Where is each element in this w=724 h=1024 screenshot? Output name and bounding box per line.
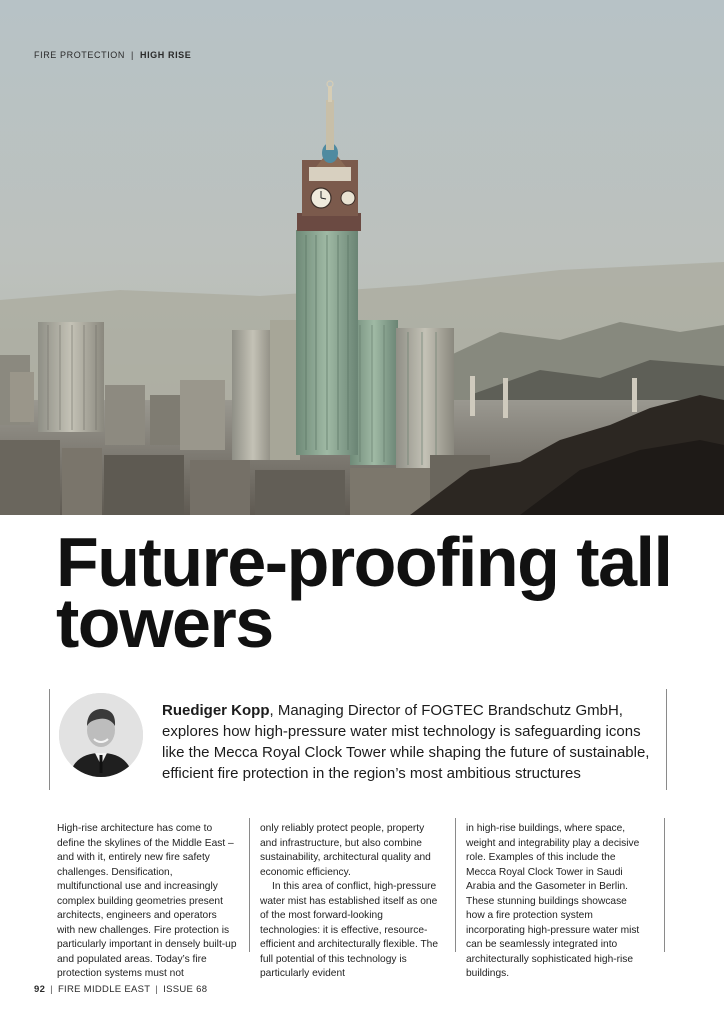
author-portrait: [59, 693, 143, 777]
body-paragraph: In this area of conflict, high-pressure water mist has established itself as one of the most forward-looking technologies: it is effective, resource-efficient and architecturally flexible. The full potential of this technology is particularly evident: [260, 881, 439, 979]
body-paragraph: only reliably protect people, property and infrastructure, but also combine sustainability, architectural quality and economic efficiency.: [260, 823, 431, 878]
kicker-separator: |: [131, 50, 134, 60]
issue-label: ISSUE 68: [163, 984, 208, 995]
body-column-1: [57, 822, 237, 982]
column-divider: [249, 818, 250, 952]
page-footer: [34, 984, 207, 995]
footer-separator: |: [50, 984, 53, 995]
page-number: 92: [34, 984, 46, 995]
article-standfirst: [162, 700, 657, 784]
body-column-2: [260, 822, 440, 982]
author-photo-icon: [59, 693, 143, 777]
standfirst-text: , Managing Director of FOGTEC Brandschutz GmbH, explores how high-pressure water mist technology is safeguarding icons like the Mecca Royal Clock Tower while shaping the future of sustainable, efficient fire protection in the region’s most ambitious structures: [162, 702, 650, 782]
body-paragraph: High-rise architecture has come to define the skylines of the Middle East – and with it, entirely new fire safety challenges. Densification, multifunctional use and increasingly complex building geometries present architects, engineers and operators with new challenges. Fire protection is particularly important in densely built-up and populated areas. Today’s fire protection systems must not: [57, 823, 237, 979]
topic-label: HIGH RISE: [139, 50, 192, 60]
section-label: FIRE PROTECTION: [34, 50, 126, 60]
column-divider: [455, 818, 456, 952]
body-column-3: [466, 822, 646, 982]
section-kicker: [34, 50, 191, 60]
body-paragraph: in high-rise buildings, where space, weight and integrability play a decisive role. Examples of this include the Mecca Royal Clock Tower in Saudi Arabia and the Gasometer in Berlin. These stunning buildings showcase how a fire protection system incorporating high-pressure water mist can be seamlessly integrated into architecturally sophisticated high-rise buildings.: [466, 823, 640, 979]
column-divider: [664, 818, 665, 952]
article-headline: Future-proofing tall towers: [56, 523, 672, 662]
author-name: Ruediger Kopp: [162, 702, 270, 719]
publication-name: FIRE MIDDLE EAST: [57, 984, 151, 995]
footer-separator: |: [155, 984, 159, 995]
